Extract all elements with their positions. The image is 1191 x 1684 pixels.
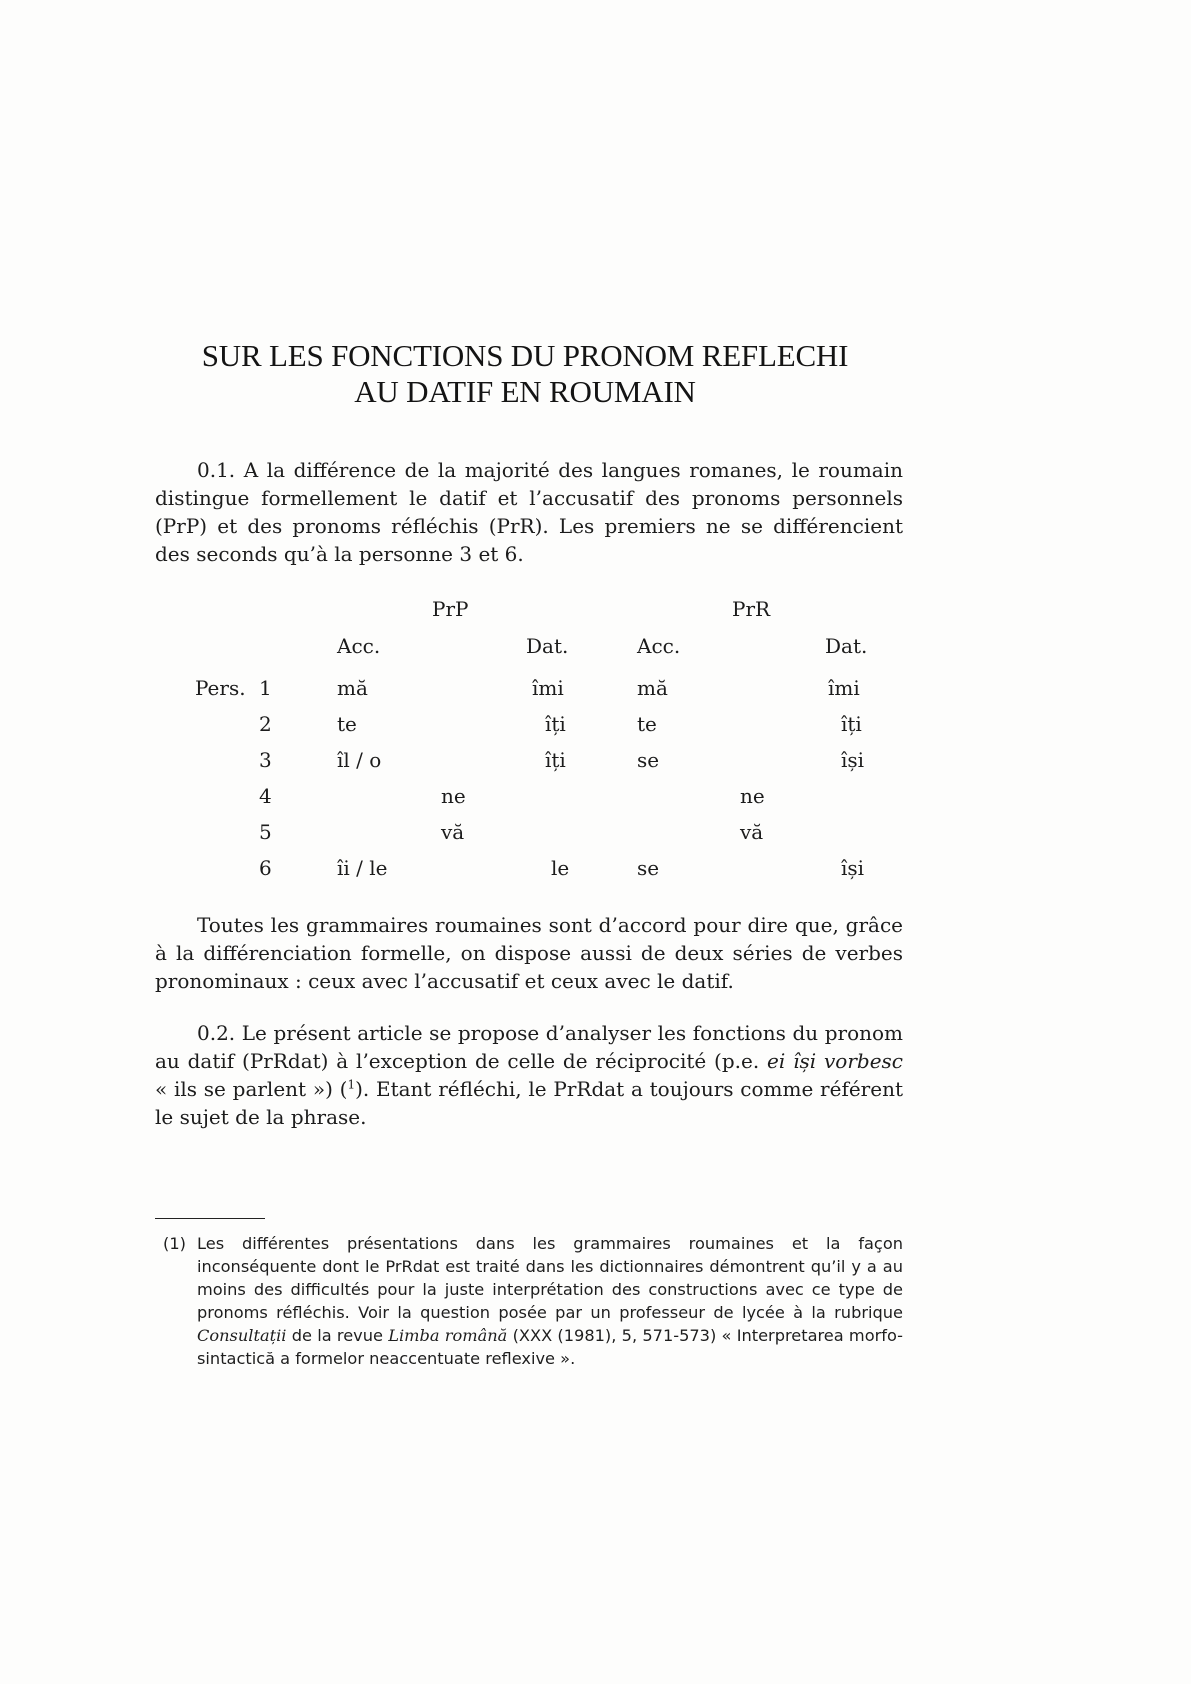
- footnote-body: [197, 1232, 903, 1370]
- paragraph-0-2-part2: « ils se parlent ») (: [155, 1077, 348, 1101]
- table-row-6-number: 6: [259, 856, 272, 880]
- table-header-prp-acc: Acc.: [337, 634, 381, 658]
- footnote-separator: [155, 1218, 265, 1219]
- paragraph-0-2: [155, 1019, 903, 1131]
- table-row-2-prr-acc: te: [637, 712, 657, 736]
- title-line-2: AU DATIF EN ROUMAIN: [354, 374, 696, 409]
- table-row-1-prp-dat: îmi: [532, 676, 564, 700]
- table-header-prr-acc: Acc.: [637, 634, 681, 658]
- table-group-prr: PrR: [732, 597, 771, 621]
- table-row-6-prp-dat: le: [551, 856, 570, 880]
- table-row-3-prp-acc: îl / o: [337, 748, 382, 772]
- table-row-5-prp-shared: vă: [441, 820, 465, 844]
- table-row-4-prr-shared: ne: [740, 784, 765, 808]
- paragraph-verbes-pronominaux: [155, 911, 903, 995]
- table-row-5-number: 5: [259, 820, 272, 844]
- footnote-part2: de la revue: [286, 1326, 389, 1345]
- footnote-journal: Limba română: [388, 1326, 508, 1345]
- footnote-1: [163, 1232, 903, 1370]
- table-row-5-prr-shared: vă: [740, 820, 764, 844]
- footnote-part1: Les différentes présentations dans les grammaires roumaines et la façon inconséquente dont le PrRdat est traité dans les dictionnaires démontrent qu’il y a au moins des difficultés pour la juste interprétation des constructions avec ce type de pronoms réfléchis. Voir la question posée par un professeur de lycée à la rubrique: [197, 1234, 903, 1322]
- table-row-1-prr-dat: îmi: [828, 676, 860, 700]
- footnote-part3: (XXX (1981), 5, 571-573) « Interpretarea morfo-sintactică a formelor neaccentuate reflexive ».: [197, 1326, 904, 1368]
- title-line-1: SUR LES FONCTIONS DU PRONOM REFLECHI: [201, 338, 849, 373]
- table-header-prr-dat: Dat.: [825, 634, 868, 658]
- table-row-2-prp-dat: îți: [545, 712, 566, 736]
- table-row-6-prp-acc: îi / le: [337, 856, 388, 880]
- table-row-3-prr-dat: își: [841, 748, 865, 772]
- table-row-6-prr-acc: se: [637, 856, 660, 880]
- footnote-rubric: Consultații: [197, 1326, 287, 1345]
- table-row-2-prr-dat: îți: [841, 712, 862, 736]
- table-row-1-prr-acc: mă: [637, 676, 668, 700]
- table-row-3-prp-dat: îți: [545, 748, 566, 772]
- table-row-3-number: 3: [259, 748, 272, 772]
- paragraph-0-1-text: 0.1. A la différence de la majorité des langues romanes, le roumain distingue formellement le datif et l’accusatif des pronoms personnels (PrP) et des pronoms réfléchis (PrR). Les premiers ne se différencient des seconds qu’à la personne 3 et 6.: [155, 458, 903, 566]
- table-row-2-prp-acc: te: [337, 712, 357, 736]
- paragraph-0-2-part3: ). Etant réfléchi, le PrRdat a toujours comme référent le sujet de la phrase.: [155, 1077, 903, 1129]
- paragraph-0-1: [155, 456, 903, 568]
- table-row-6-prr-dat: își: [841, 856, 865, 880]
- table-pers-label: Pers.: [195, 676, 246, 700]
- footnote-reference[interactable]: 1: [347, 1077, 356, 1092]
- table-header-prp-dat: Dat.: [526, 634, 569, 658]
- example-ei-isi-vorbesc: ei își vorbesc: [767, 1049, 903, 1073]
- paragraph-0-2-part1: 0.2. Le présent article se propose d’analyser les fonctions du pronom au datif (PrRdat) à l’exception de celle de réciprocité (p.e.: [155, 1021, 903, 1073]
- table-row-4-number: 4: [259, 784, 272, 808]
- footnote-number: (1): [163, 1234, 186, 1253]
- table-row-1-number: 1: [259, 676, 272, 700]
- table-group-prp: PrP: [432, 597, 469, 621]
- table-row-3-prr-acc: se: [637, 748, 660, 772]
- table-row-1-prp-acc: mă: [337, 676, 368, 700]
- table-row-4-prp-shared: ne: [441, 784, 466, 808]
- paragraph-verbes-pronominaux-text: Toutes les grammaires roumaines sont d’accord pour dire que, grâce à la différenciation formelle, on dispose aussi de deux séries de verbes pronominaux : ceux avec l’accusatif et ceux avec le datif.: [155, 913, 903, 993]
- article-title: [150, 338, 900, 410]
- table-row-2-number: 2: [259, 712, 272, 736]
